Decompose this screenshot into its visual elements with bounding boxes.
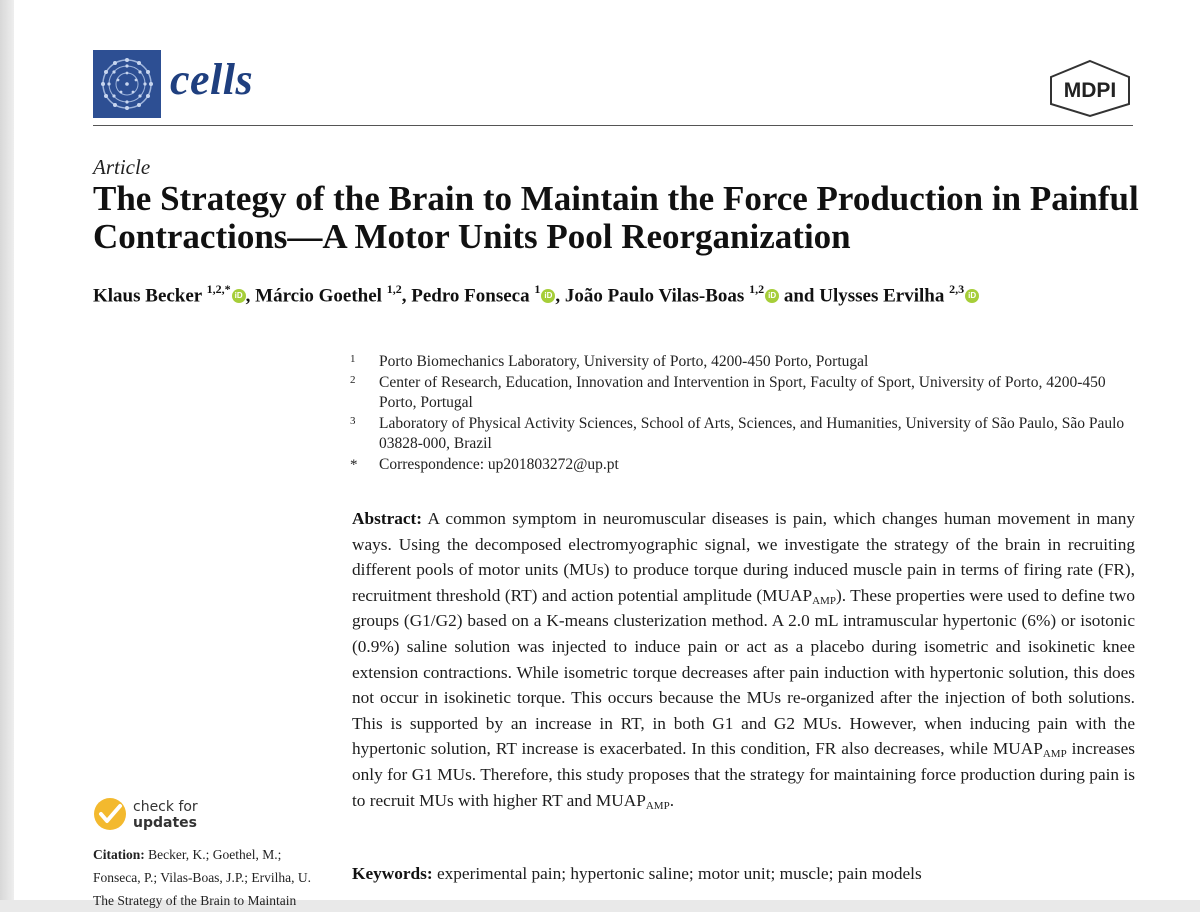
abstract-text-2: ). These properties were used to define two groups (G1/G2) based on a K-means clusterization method. A 2.0 mL intramuscular hypertonic (6%) or isotonic (0.9%) saline solution was injected to induce pain or act as a placebo during isometric and isokinetic knee extension contractions. While isometric torque decreases after pain induction with hypertonic solution, this does not occur in isokinetic torque. This occurs because the MUs re-organized after the injection of both solutions. This is supported by an increase in RT, in both G1 and G2 MUs. However, when inducing pain with the hypertonic solution, RT increase is exacerbated. In this condition, FR also decreases, while MUAP	[352, 585, 1135, 759]
author-name: Márcio Goethel	[255, 285, 382, 307]
paper-page	[14, 0, 1200, 908]
header-divider	[93, 125, 1133, 126]
subscript: AMP	[645, 799, 670, 812]
check-for-label: check for	[133, 799, 198, 815]
author-name: Pedro Fonseca	[411, 285, 530, 307]
article-type: Article	[93, 155, 151, 179]
affiliation-mark: 2	[350, 373, 356, 386]
keywords	[352, 864, 1152, 884]
author-separator: ,	[555, 285, 565, 307]
citation	[93, 843, 331, 912]
author-separator: and	[779, 285, 820, 307]
author-name: João Paulo Vilas-Boas	[564, 285, 745, 307]
subscript: AMP	[1042, 748, 1067, 761]
abstract-text-4: .	[669, 790, 675, 810]
correspondence-mark: *	[350, 456, 358, 473]
mdpi-logo	[1047, 58, 1133, 118]
publisher-name: MDPI	[1063, 79, 1117, 102]
orcid-icon[interactable]: iD	[765, 289, 779, 303]
affiliation-text: Laboratory of Physical Activity Sciences, School of Arts, Sciences, and Humanities, University of São Paulo, São Paulo 03828-000, Brazil	[379, 414, 1125, 452]
author-affiliation-mark: 1,2,*	[206, 282, 231, 296]
affiliation-text: Center of Research, Education, Innovation and Intervention in Sport, Faculty of Sport, University of Porto, 4200-450 Porto, Portugal	[379, 373, 1106, 411]
affiliations	[350, 352, 1140, 475]
affiliation-3	[350, 414, 1140, 455]
keywords-text: experimental pain; hypertonic saline; motor unit; muscle; pain models	[436, 864, 922, 883]
subscript: AMP	[812, 594, 836, 607]
check-for-updates-badge[interactable]	[93, 797, 243, 837]
orcid-icon[interactable]: iD	[232, 289, 246, 303]
abstract-text-3: increases only for G1 MUs. Therefore, this study proposes that the strategy for maintaining force production during pain is to recruit MUs with higher RT and MUAP	[352, 739, 1135, 810]
citation-label: Citation:	[93, 847, 145, 862]
journal-logo-icon	[93, 50, 161, 118]
author-affiliation-mark: 1	[534, 282, 541, 296]
author-affiliation-mark: 1,2	[386, 282, 402, 296]
page-edge-shadow	[0, 0, 14, 900]
orcid-icon[interactable]: iD	[965, 289, 979, 303]
author-list	[93, 283, 1173, 307]
author-name: Klaus Becker	[93, 285, 202, 307]
correspondence-text: Correspondence: up201803272@up.pt	[379, 455, 619, 473]
abstract-label: Abstract:	[352, 509, 423, 528]
author-separator: ,	[245, 285, 256, 307]
author-separator: ,	[401, 285, 412, 307]
abstract-text-1: A common symptom in neuromuscular diseases is pain, which changes human movement in many ways. Using the decomposed electromyographic signal, we investigate the strategy of the brain in recruiting different pools of motor units (MUs) to produce torque during induced muscle pain in terms of firing rate (FR), recruitment threshold (RT) and action potential amplitude (MUAP	[352, 509, 1135, 605]
author-affiliation-mark: 1,2	[749, 282, 765, 296]
affiliation-2	[350, 373, 1140, 414]
citation-text: Becker, K.; Goethel, M.; Fonseca, P.; Vilas-Boas, J.P.; Ervilha, U. The Strategy of the Brain to Maintain	[93, 847, 311, 908]
author-name: Ulysses Ervilha	[819, 285, 945, 307]
journal-name: cells	[170, 55, 254, 104]
correspondence	[350, 455, 1140, 476]
author-affiliation-mark: 2,3	[949, 282, 965, 296]
abstract	[352, 506, 1135, 813]
keywords-label: Keywords:	[352, 864, 433, 883]
affiliation-mark: 3	[350, 414, 356, 427]
affiliation-text: Porto Biomechanics Laboratory, University of Porto, 4200-450 Porto, Portugal	[379, 353, 869, 370]
check-for-updates-icon	[93, 797, 127, 831]
affiliation-mark: 1	[350, 353, 356, 365]
updates-label: updates	[133, 815, 197, 831]
orcid-icon[interactable]: iD	[541, 289, 555, 303]
affiliation-1	[350, 352, 1140, 373]
paper-title: The Strategy of the Brain to Maintain the Force Production in Painful Contractions—A Motor Units Pool Reorganization	[93, 179, 1139, 256]
